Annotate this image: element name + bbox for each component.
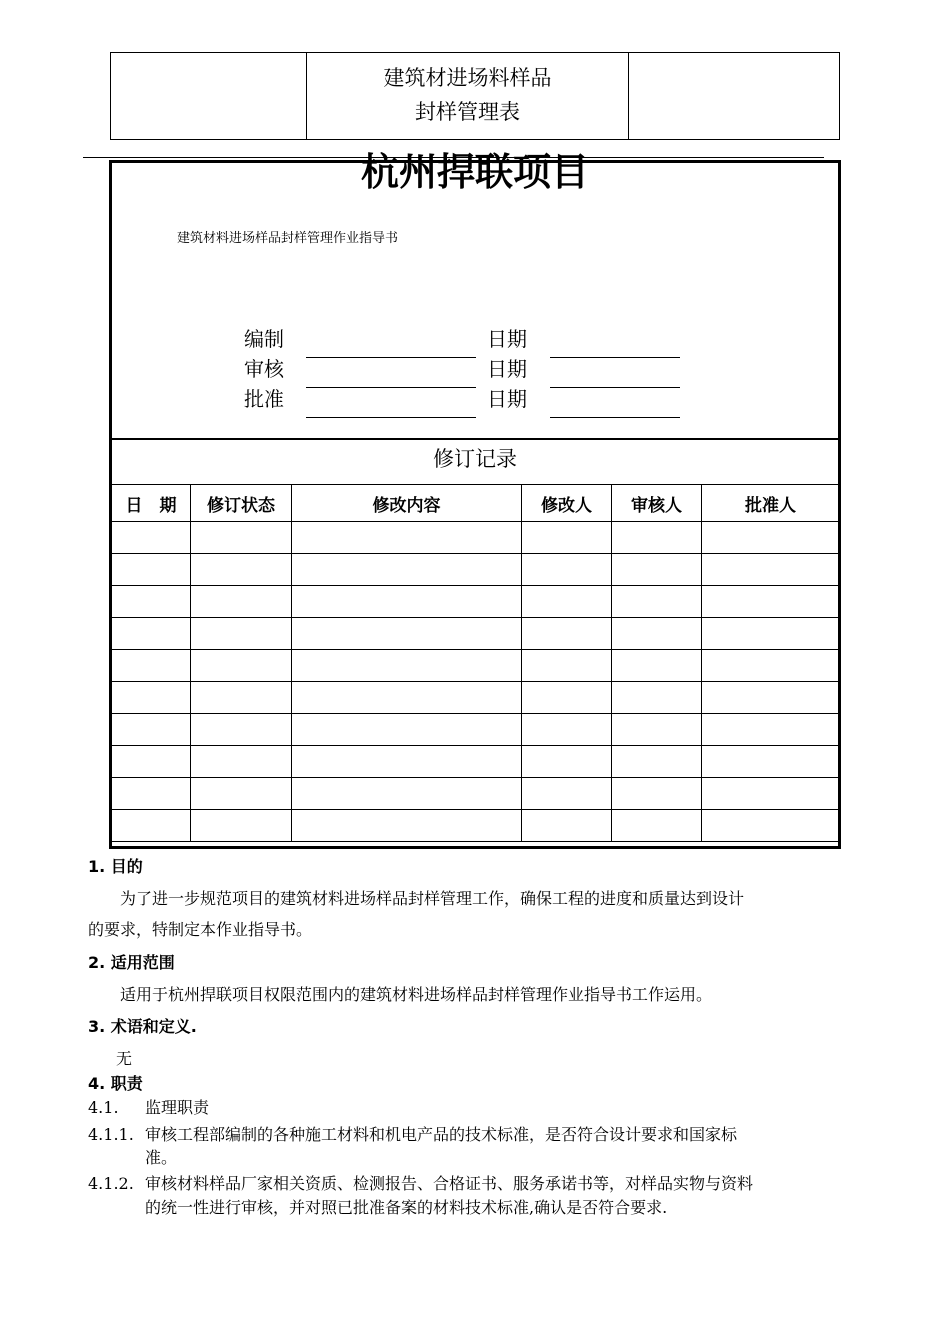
- revision-row: [112, 778, 840, 810]
- col-date: 日 期: [112, 485, 191, 522]
- item-4-1-number: 4.1.: [88, 1098, 119, 1117]
- revision-cell: [702, 810, 840, 842]
- sig-label-review: 审核: [244, 357, 284, 381]
- revision-row: [112, 714, 840, 746]
- header-title-line2: 封样管理表: [415, 100, 520, 124]
- revision-title: 修订记录: [433, 447, 517, 471]
- revision-cell: [292, 554, 522, 586]
- revision-cell: [702, 714, 840, 746]
- revision-cell: [522, 714, 612, 746]
- revision-cell: [612, 522, 702, 554]
- revision-row: [112, 618, 840, 650]
- revision-cell: [612, 746, 702, 778]
- section-3-title: 3. 术语和定义.: [88, 1017, 197, 1036]
- sig-line-review: [306, 387, 476, 388]
- section-1-text-line2: 的要求，特制定本作业指导书。: [88, 920, 313, 939]
- revision-cell: [702, 522, 840, 554]
- revision-cell: [112, 618, 191, 650]
- revision-cell: [292, 746, 522, 778]
- revision-cell: [112, 682, 191, 714]
- revision-cell: [612, 650, 702, 682]
- revision-cell: [612, 554, 702, 586]
- revision-cell: [292, 778, 522, 810]
- revision-table: [111, 484, 840, 842]
- revision-cell: [191, 618, 292, 650]
- item-4-1-2-text-line2: 的统一性进行审核，并对照已批准备案的材料技术标准,确认是否符合要求.: [145, 1198, 668, 1217]
- revision-cell: [191, 650, 292, 682]
- revision-cell: [522, 778, 612, 810]
- revision-cell: [522, 650, 612, 682]
- revision-cell: [612, 586, 702, 618]
- revision-cell: [702, 650, 840, 682]
- item-4-1-1-text-line2: 准。: [145, 1148, 178, 1167]
- col-modifier: 修改人: [522, 485, 612, 522]
- revision-cell: [612, 618, 702, 650]
- revision-cell: [112, 778, 191, 810]
- section-4-title: 4. 职责: [88, 1074, 143, 1093]
- document-subtitle: 建筑材料进场样品封样管理作业指导书: [177, 231, 399, 246]
- revision-cell: [112, 586, 191, 618]
- revision-cell: [112, 650, 191, 682]
- revision-cell: [112, 522, 191, 554]
- item-4-1-text: 监理职责: [145, 1098, 210, 1117]
- col-status: 修订状态: [191, 485, 292, 522]
- date-line-compile: [550, 357, 680, 358]
- revision-cell: [112, 714, 191, 746]
- date-line-approve: [550, 417, 680, 418]
- revision-cell: [191, 810, 292, 842]
- revision-cell: [702, 778, 840, 810]
- revision-cell: [191, 522, 292, 554]
- revision-row: [112, 554, 840, 586]
- revision-cell: [191, 746, 292, 778]
- revision-divider: [111, 438, 839, 440]
- revision-cell: [522, 682, 612, 714]
- date-line-review: [550, 387, 680, 388]
- revision-cell: [112, 746, 191, 778]
- revision-row: [112, 682, 840, 714]
- revision-cell: [612, 682, 702, 714]
- revision-cell: [522, 746, 612, 778]
- revision-cell: [292, 682, 522, 714]
- revision-cell: [702, 746, 840, 778]
- revision-row: [112, 650, 840, 682]
- revision-cell: [522, 618, 612, 650]
- revision-cell: [702, 618, 840, 650]
- revision-row: [112, 586, 840, 618]
- revision-cell: [112, 810, 191, 842]
- col-reviewer: 审核人: [612, 485, 702, 522]
- revision-cell: [292, 650, 522, 682]
- revision-cell: [191, 682, 292, 714]
- sig-date-label-approve: 日期: [487, 387, 527, 411]
- revision-cell: [191, 586, 292, 618]
- sig-label-approve: 批准: [244, 387, 284, 411]
- item-4-1-2-number: 4.1.2.: [88, 1174, 134, 1193]
- revision-cell: [292, 618, 522, 650]
- item-4-1-1-number: 4.1.1.: [88, 1125, 134, 1144]
- sig-label-compile: 编制: [244, 327, 284, 351]
- item-4-1-1-text-line1: 审核工程部编制的各种施工材料和机电产品的技术标准，是否符合设计要求和国家标: [145, 1125, 738, 1144]
- header-divider-right: [628, 53, 629, 139]
- revision-cell: [112, 554, 191, 586]
- sig-line-approve: [306, 417, 476, 418]
- header-table: [110, 52, 840, 140]
- sig-date-label-compile: 日期: [487, 327, 527, 351]
- revision-cell: [702, 554, 840, 586]
- revision-cell: [292, 810, 522, 842]
- header-title: [307, 61, 628, 129]
- project-name: 杭州捍联项目: [360, 150, 589, 194]
- sig-line-compile: [306, 357, 476, 358]
- revision-cell: [292, 714, 522, 746]
- revision-cell: [191, 778, 292, 810]
- revision-cell: [522, 522, 612, 554]
- revision-row: [112, 522, 840, 554]
- header-title-line1: 建筑材进场料样品: [383, 66, 552, 90]
- revision-cell: [702, 682, 840, 714]
- section-1-title: 1. 目的: [88, 857, 143, 876]
- revision-cell: [702, 586, 840, 618]
- item-4-1-2-text-line1: 审核材料样品厂家相关资质、检测报告、合格证书、服务承诺书等，对样品实物与资料: [145, 1174, 754, 1193]
- revision-cell: [292, 586, 522, 618]
- revision-cell: [612, 714, 702, 746]
- revision-cell: [191, 554, 292, 586]
- revision-cell: [292, 522, 522, 554]
- sig-date-label-review: 日期: [487, 357, 527, 381]
- section-2-title: 2. 适用范围: [88, 953, 175, 972]
- revision-cell: [191, 714, 292, 746]
- revision-cell: [612, 778, 702, 810]
- col-approver: 批准人: [702, 485, 840, 522]
- section-1-text-line1: 为了进一步规范项目的建筑材料进场样品封样管理工作，确保工程的进度和质量达到设计: [120, 889, 745, 908]
- revision-cell: [522, 586, 612, 618]
- revision-row: [112, 746, 840, 778]
- revision-cell: [522, 554, 612, 586]
- revision-cell: [522, 810, 612, 842]
- revision-cell: [612, 810, 702, 842]
- section-3-text: 无: [116, 1049, 133, 1068]
- section-2-text: 适用于杭州捍联项目权限范围内的建筑材料进场样品封样管理作业指导书工作运用。: [120, 985, 713, 1004]
- col-content: 修改内容: [292, 485, 522, 522]
- revision-row: [112, 810, 840, 842]
- revision-header-row: [112, 485, 840, 522]
